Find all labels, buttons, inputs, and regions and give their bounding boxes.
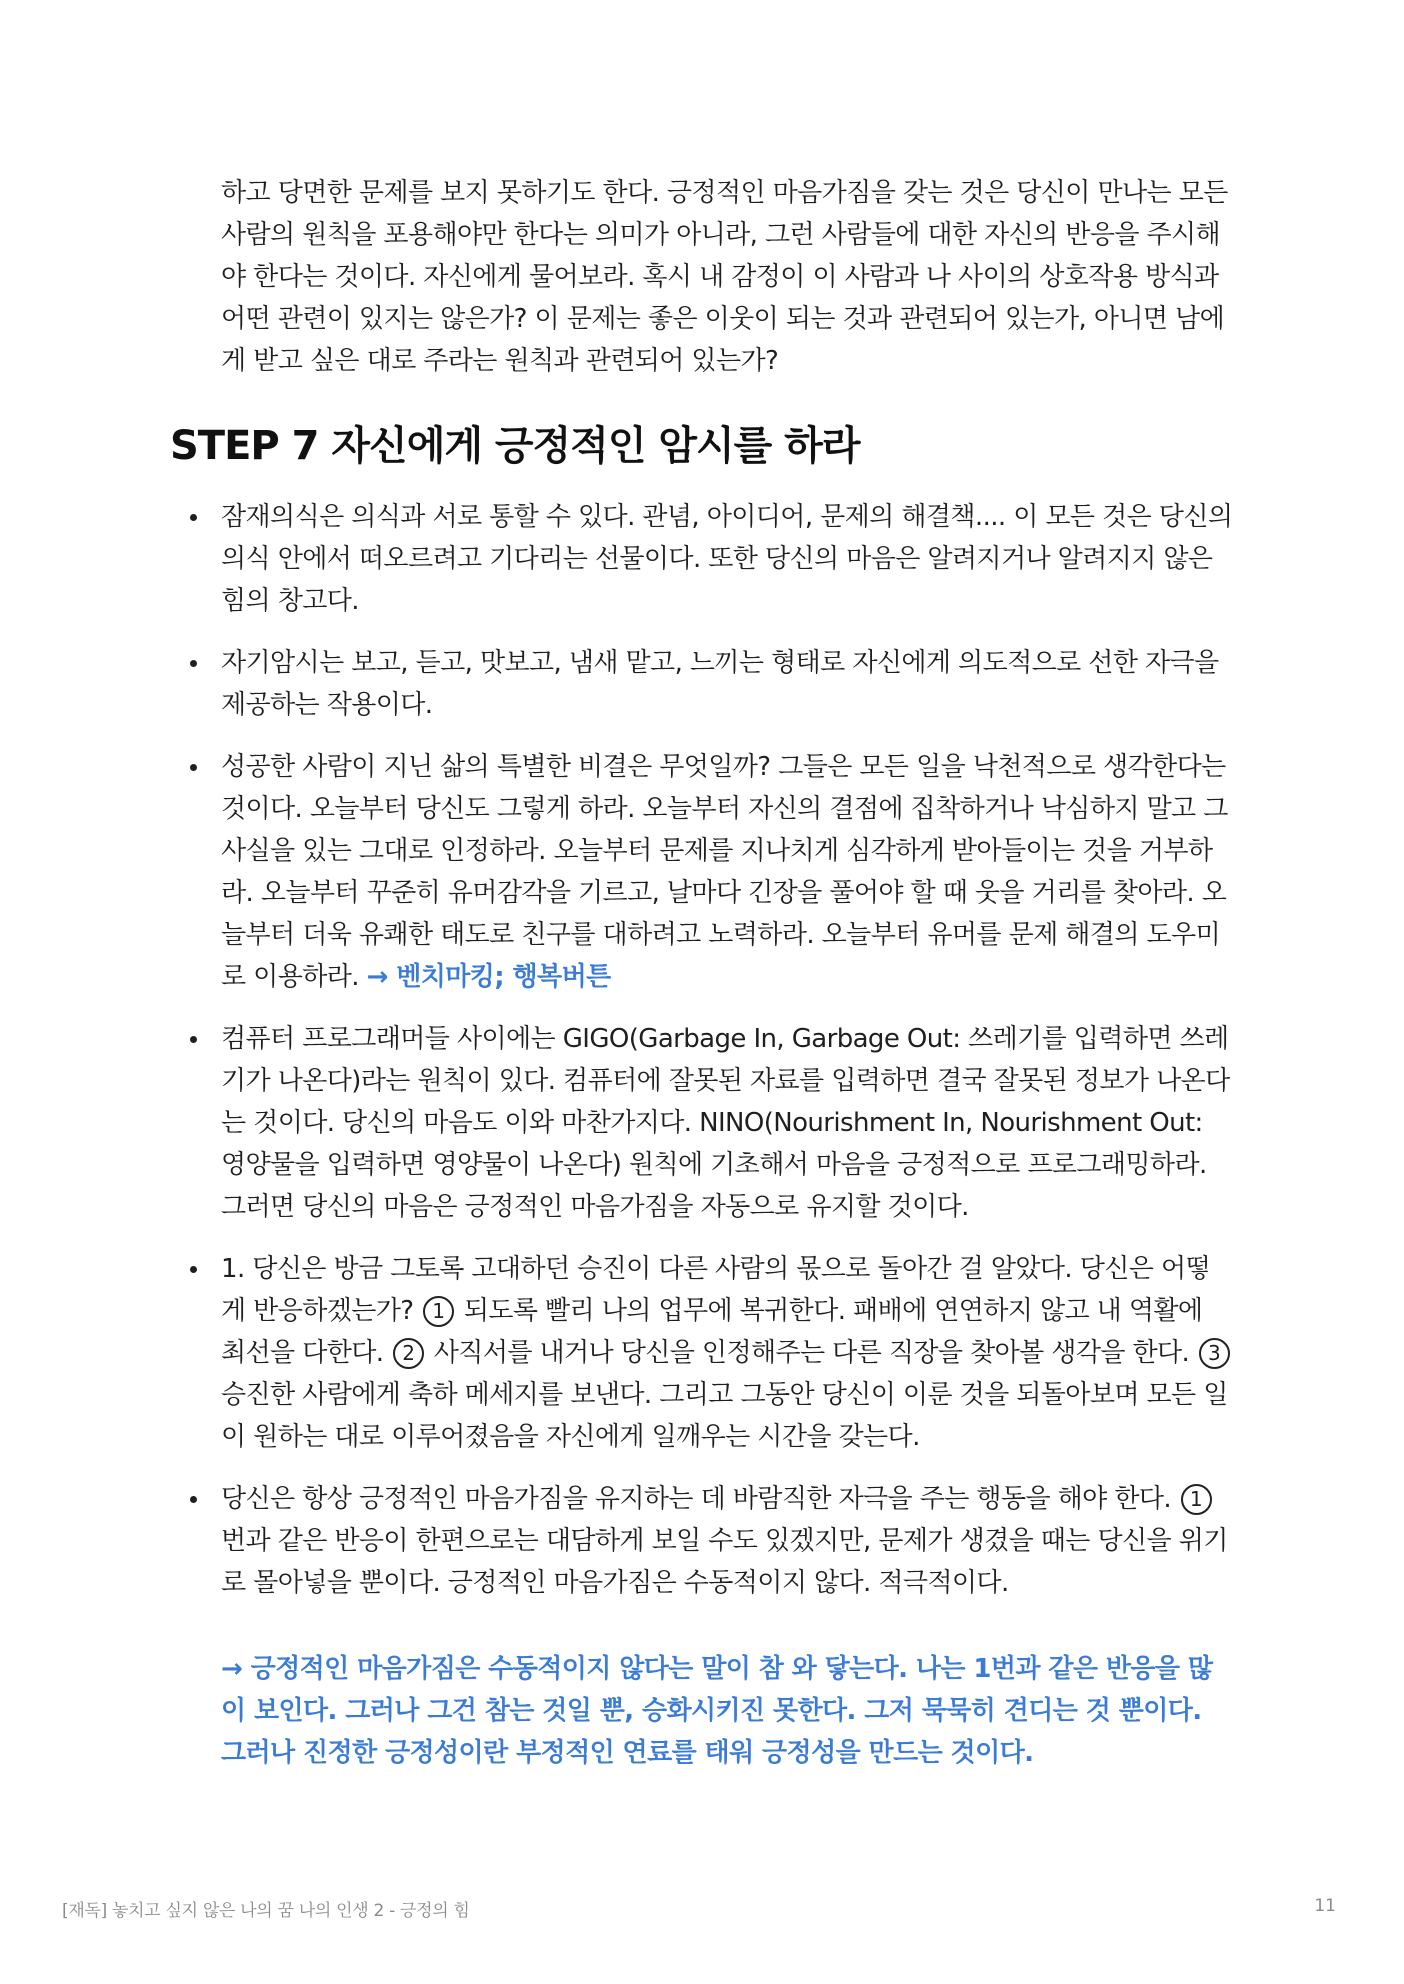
- bullet-text: 당신은 항상 긍정적인 마음가짐을 유지하는 데 바람직한 자극을 주는 행동을 해야 한다.: [221, 1484, 1172, 1514]
- bullet-text: 잠재의식은 의식과 서로 통할 수 있다. 관념, 아이디어, 문제의 해결책.... 이 모든 것은 당신의 의식 안에서 떠오르려고 기다리는 선물이다. 또한 당신의 마음은 알려지거나 알려지지 않은 힘의 창고다.: [221, 502, 1233, 616]
- list-item: [221, 746, 1233, 998]
- list-item: [221, 642, 1233, 726]
- intro-paragraph: 하고 당면한 문제를 보지 못하기도 한다. 긍정적인 마음가짐을 갖는 것은 당신이 만나는 모든 사람의 원칙을 포용해야만 한다는 의미가 아니라, 그런 사람들에 대한 자신의 반응을 주시해야 한다는 것이다. 자신에게 물어보라. 혹시 내 감정이 이 사람과 나 사이의 상호작용 방식과 어떤 관련이 있지는 않은가? 이 문제는 좋은 이웃이 되는 것과 관련되어 있는가, 아니면 남에게 받고 싶은 대로 주라는 원칙과 관련되어 있는가?: [221, 178, 1228, 376]
- bullet-list: [221, 496, 1233, 1624]
- bullet-text: 성공한 사람이 지닌 삶의 특별한 비결은 무엇일까? 그들은 모든 일을 낙천적으로 생각한다는 것이다. 오늘부터 당신도 그렇게 하라. 오늘부터 자신의 결점에 집착하거나 낙심하지 말고 그 사실을 있는 그대로 인정하라. 오늘부터 문제를 지나치게 심각하게 받아들이는 것을 거부하라. 오늘부터 꾸준히 유머감각을 기르고, 날마다 긴장을 풀어야 할 때 웃을 거리를 찾아라. 오늘부터 더욱 유쾌한 태도로 친구를 대하려고 노력하라. 오늘부터 유머를 문제 해결의 도우미로 이용하라.: [221, 752, 1228, 992]
- page-number: 11: [1314, 1896, 1336, 1916]
- list-item: [221, 1478, 1233, 1604]
- bullet-text: 승진한 사람에게 축하 메세지를 보낸다. 그리고 그동안 당신이 이룬 것을 되돌아보며 모든 일이 원하는 대로 이루어졌음을 자신에게 일깨우는 시간을 갖는다.: [221, 1380, 1228, 1452]
- reflection-note: → 긍정적인 마음가짐은 수동적이지 않다는 말이 참 와 닿는다. 나는 1번과 같은 반응을 많이 보인다. 그러나 그건 참는 것일 뿐, 승화시키진 못한다. 그저 묵묵히 견디는 것 뿐이다. 그러나 진정한 긍정성이란 부정적인 연료를 태워 긍정성을 만드는 것이다.: [221, 1654, 1213, 1768]
- circled-number-1: 1: [423, 1296, 454, 1327]
- circled-number-3: 3: [1199, 1338, 1230, 1369]
- circled-number-1: 1: [1181, 1484, 1212, 1515]
- bullet-text: 컴퓨터 프로그래머들 사이에는 GIGO(Garbage In, Garbage Out: 쓰레기를 입력하면 쓰레기가 나온다)라는 원칙이 있다. 컴퓨터에 잘못된 자료를 입력하면 결국 잘못된 정보가 나온다는 것이다. 당신의 마음도 이와 마찬가지다. NINO(Nourishment In, Nourishment Out: 영양물을 입력하면 영양물이 나온다) 원칙에 기초해서 마음을 긍정적으로 프로그래밍하라. 그러면 당신의 마음은 긍정적인 마음가짐을 자동으로 유지할 것이다.: [221, 1024, 1230, 1222]
- bullet-text: 1. 당신은 방금 그토록 고대하던 승진이 다른 사람의 몫으로 돌아간 걸 알았다. 당신은 어떻게 반응하겠는가?: [221, 1254, 1210, 1326]
- benchmark-link[interactable]: → 벤치마킹; 행복버튼: [366, 962, 611, 992]
- bullet-text: 자기암시는 보고, 듣고, 맛보고, 냄새 맡고, 느끼는 형태로 자신에게 의도적으로 선한 자극을 제공하는 작용이다.: [221, 648, 1219, 720]
- circled-number-2: 2: [393, 1338, 424, 1369]
- bullet-text: 되도록 빨리 나의 업무에 복귀한다. 패배에 연연하지 않고 내 역활에 최선을 다한다.: [221, 1296, 1203, 1368]
- footer-title: [재독] 놓치고 싶지 않은 나의 꿈 나의 인생 2 - 긍정의 힘: [62, 1901, 470, 1921]
- list-item: [221, 1248, 1233, 1458]
- list-item: [221, 1018, 1233, 1228]
- section-heading: STEP 7 자신에게 긍정적인 암시를 하라: [170, 423, 860, 469]
- list-item: [221, 496, 1233, 622]
- bullet-text: 번과 같은 반응이 한편으로는 대담하게 보일 수도 있겠지만, 문제가 생겼을 때는 당신을 위기로 몰아넣을 뿐이다. 긍정적인 마음가짐은 수동적이지 않다. 적극적이다.: [221, 1526, 1228, 1598]
- bullet-text: 사직서를 내거나 당신을 인정해주는 다른 직장을 찾아볼 생각을 한다.: [433, 1338, 1190, 1368]
